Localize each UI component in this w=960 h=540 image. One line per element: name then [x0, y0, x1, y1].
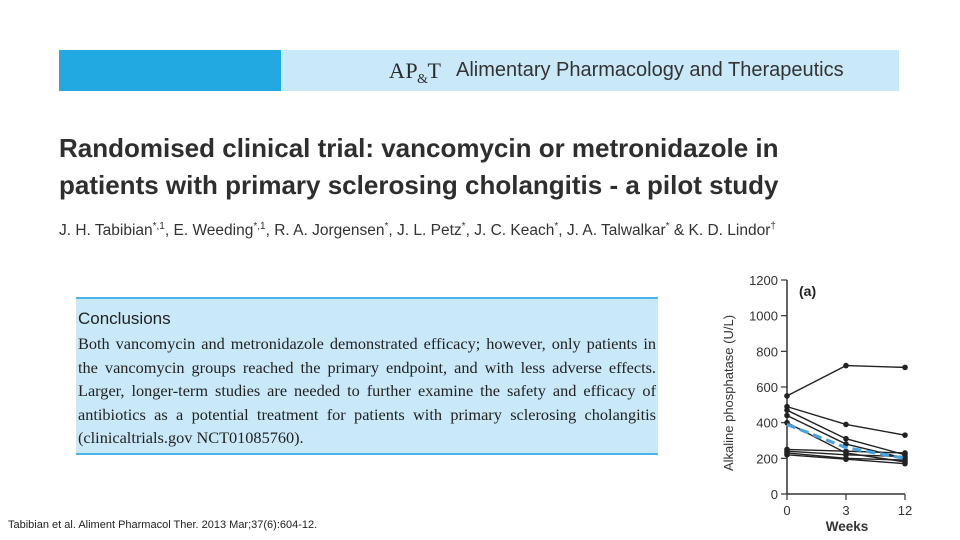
author-name: J. H. Tabibian — [59, 222, 153, 240]
y-tick-label: 0 — [770, 487, 778, 502]
author-separator: , — [388, 222, 398, 240]
data-point — [902, 461, 908, 467]
y-tick-label: 1200 — [749, 273, 778, 288]
banner-accent-bar — [59, 50, 281, 91]
author-name: J. A. Talwalkar — [566, 222, 666, 240]
x-tick-label: 0 — [783, 503, 791, 518]
data-point — [843, 456, 849, 462]
citation: Tabibian et al. Aliment Pharmacol Ther. 2013 Mar;37(6):604-12. — [8, 519, 318, 531]
logo-text-t: T — [427, 58, 442, 83]
conclusions-body: Both vancomycin and metronidazole demonstrated efficacy; however, only patients in the vancomycin groups reached the primary endpoint, and with less adverse effects. Larger, longer-term studies are needed to further examine the safety and efficacy of antibiotics as a potential treatment for patients with primary sclerosing cholangitis (clinicaltrials.gov NCT01085760). — [78, 334, 656, 447]
author-affiliation-mark: *,1 — [152, 221, 165, 232]
author-affiliation-mark: * — [461, 221, 466, 232]
author-affiliation-mark: * — [554, 221, 559, 232]
journal-banner — [59, 50, 899, 91]
x-axis-label: Weeks — [825, 519, 869, 534]
x-tick-label: 3 — [842, 503, 850, 518]
data-point — [784, 393, 790, 399]
author-affiliation-mark: * — [384, 221, 389, 232]
author-separator: , — [465, 222, 475, 240]
author-list — [59, 221, 859, 240]
journal-logo — [389, 58, 442, 87]
author-name: E. Weeding — [173, 222, 254, 240]
y-tick-label: 1000 — [749, 308, 778, 324]
conclusions-heading: Conclusions — [78, 309, 171, 328]
panel-label: (a) — [799, 283, 817, 299]
data-point — [843, 422, 849, 428]
conclusions-box — [76, 297, 658, 455]
author-affiliation-mark: *,1 — [253, 221, 266, 232]
y-tick-label: 600 — [756, 380, 778, 395]
author-name: J. L. Petz — [397, 222, 462, 240]
data-point — [902, 365, 908, 371]
author-affiliation-mark: † — [770, 221, 776, 232]
author-name: K. D. Lindor — [688, 222, 771, 240]
author-separator: , — [558, 222, 567, 240]
data-point — [784, 452, 790, 458]
author-name: J. C. Keach — [474, 222, 555, 240]
data-point — [784, 407, 790, 413]
paper-title: Randomised clinical trial: vancomycin or metronidazole in patients with primary sclerosing cholangitis - a pilot study — [59, 133, 779, 200]
logo-ampersand: & — [417, 72, 429, 87]
author-affiliation-mark: * — [665, 221, 670, 232]
author-separator: , — [164, 222, 174, 240]
y-axis-label: Alkaline phosphatase (U/L) — [721, 314, 736, 472]
x-tick-label: 12 — [897, 503, 913, 518]
logo-text-ap: AP — [389, 58, 419, 83]
data-point — [843, 363, 849, 369]
data-point — [784, 413, 790, 419]
author-separator: , — [265, 222, 275, 240]
author-name: R. A. Jorgensen — [274, 222, 385, 240]
author-separator: & — [669, 222, 689, 240]
alp-line-chart — [715, 268, 930, 540]
y-tick-label: 400 — [756, 415, 778, 431]
y-tick-label: 200 — [756, 451, 778, 467]
journal-name: Alimentary Pharmacology and Therapeutics — [456, 59, 844, 81]
y-tick-label: 800 — [756, 344, 778, 360]
data-point — [843, 436, 849, 442]
patient-series-line — [787, 366, 905, 396]
chart-svg — [715, 268, 930, 540]
data-point — [902, 432, 908, 438]
